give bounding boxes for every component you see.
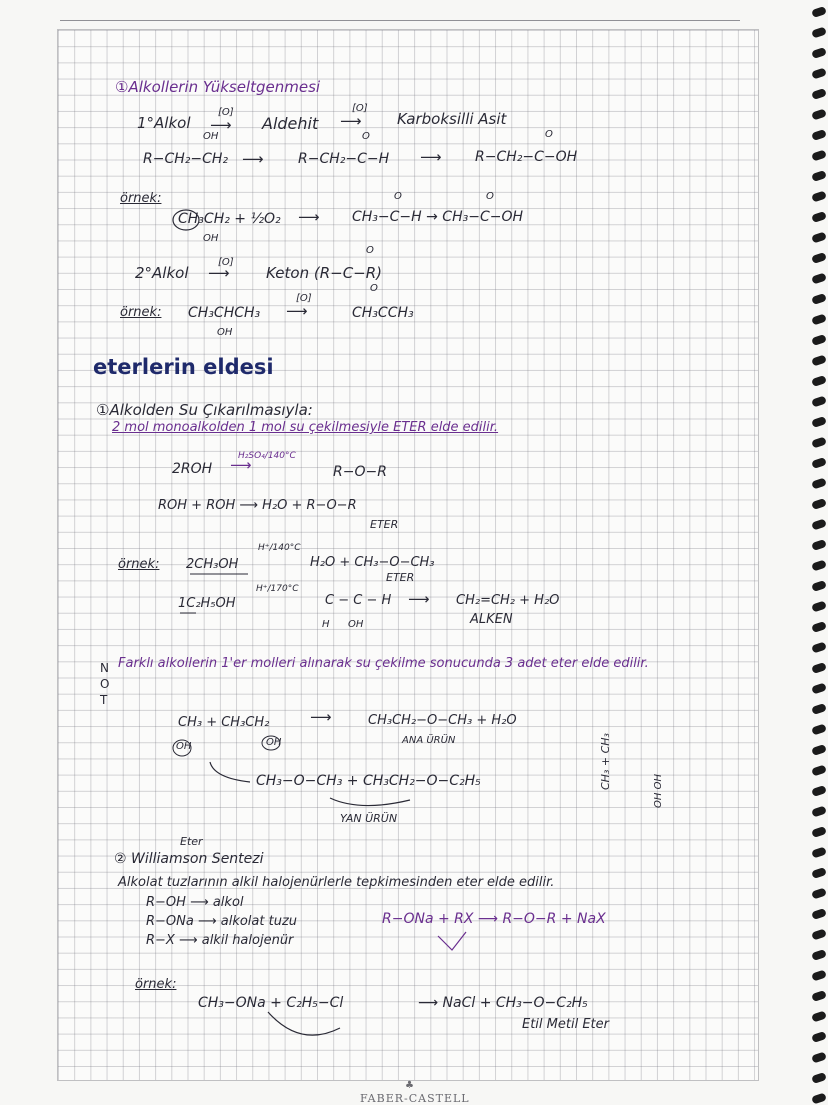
spiral-ring: [811, 457, 827, 469]
dehydration-intermediate: C − C − H: [325, 593, 392, 608]
spiral-ring: [811, 232, 827, 244]
spiral-ring: [811, 396, 827, 408]
spiral-ring: [811, 826, 827, 838]
williamson-description: Alkolat tuzlarının alkil halojenürlerle tepkimesinden eter elde edilir.: [118, 875, 555, 890]
arrow: ⟶: [310, 708, 332, 726]
oh-group: OH: [203, 233, 219, 244]
spiral-ring: [811, 47, 827, 59]
spiral-ring: [811, 703, 827, 715]
carbonyl-o: O: [370, 283, 378, 294]
williamson-title: ② Williamson Sentezi: [114, 851, 264, 867]
by-product-label: YAN ÜRÜN: [340, 812, 398, 825]
carbonyl-o: O: [486, 191, 494, 202]
spiral-ring: [811, 27, 827, 39]
spiral-ring: [811, 6, 827, 18]
reactant-2roh: 2ROH: [172, 461, 213, 477]
spiral-ring: [811, 273, 827, 285]
arrow: ⟶: [210, 116, 232, 134]
spiral-ring: [811, 867, 827, 879]
spiral-ring: [811, 129, 827, 141]
formula-aldehyde: R−CH₂−C−H: [298, 151, 390, 167]
hydroxyl-group: OH: [348, 619, 364, 630]
oh-group: OH: [217, 327, 233, 338]
spiral-ring: [811, 888, 827, 900]
reaction-condition: H⁺/170°C: [256, 584, 299, 594]
spiral-ring: [811, 621, 827, 633]
main-product: CH₃CH₂−O−CH₃ + H₂O: [368, 713, 517, 728]
spiral-ring: [811, 560, 827, 572]
carboxylic-acid-label: Karboksilli Asit: [397, 110, 507, 128]
spiral-ring: [811, 252, 827, 264]
spiral-ring: [811, 498, 827, 510]
spiral-ring: [811, 1031, 827, 1043]
arrow: ⟶: [242, 150, 264, 168]
spiral-ring: [811, 355, 827, 367]
spiral-ring: [811, 88, 827, 100]
arrow: ⟶: [208, 264, 230, 282]
spiral-ring: [811, 1011, 827, 1023]
spiral-ring: [811, 724, 827, 736]
heading-ether-preparation: eterlerin eldesi: [93, 355, 274, 379]
spiral-ring: [811, 662, 827, 674]
spiral-ring: [811, 1093, 827, 1105]
note-tag: NOT: [100, 661, 110, 707]
spiral-ring: [811, 683, 827, 695]
formula-primary-alcohol: R−CH₂−CH₂: [143, 151, 229, 167]
spiral-ring: [811, 970, 827, 982]
carbonyl-o: O: [394, 191, 402, 202]
aldehyde-label: Aldehit: [262, 114, 319, 133]
example-label: örnek:: [120, 191, 162, 206]
spiral-ring: [811, 478, 827, 490]
method1-description: 2 mol monoalkolden 1 mol su çekilmesiyle ETER elde edilir.: [112, 420, 499, 435]
note-text: Farklı alkollerin 1'er molleri alınarak su çekilme sonucunda 3 adet eter elde edilir.: [118, 656, 649, 671]
spiral-ring: [811, 314, 827, 326]
arrow: ⟶: [298, 208, 320, 226]
ketone-label: Keton (R−C−R): [266, 264, 383, 282]
formula-acid: R−CH₂−C−OH: [475, 149, 578, 165]
carbonyl-o: O: [362, 131, 370, 142]
spiral-ring: [811, 806, 827, 818]
side-note-oh: OH OH: [653, 774, 664, 808]
example-methanol: 2CH₃OH: [186, 557, 239, 572]
spiral-ring: [811, 1072, 827, 1084]
alkene-product: CH₂=CH₂ + H₂O: [456, 593, 560, 608]
spiral-ring: [811, 908, 827, 920]
arrow: ⟶: [408, 590, 430, 608]
definition-alkoxide: R−ONa ⟶ alkolat tuzu: [146, 914, 298, 929]
method1-title: ①Alkolden Su Çıkarılmasıyla:: [96, 401, 313, 419]
carbonyl-o: O: [366, 245, 374, 256]
spiral-ring: [811, 929, 827, 941]
reaction-condition: H₂SO₄/140°C: [238, 451, 296, 461]
spiral-ring: [811, 744, 827, 756]
ether-tag: Eter: [180, 835, 203, 848]
definition-alkyl-halide: R−X ⟶ alkil halojenür: [146, 933, 294, 948]
example1-reactants: CH₃CH₂ + ½O₂: [178, 211, 281, 227]
oxidant-label: [O]: [218, 107, 234, 118]
spiral-ring: [811, 437, 827, 449]
section-title-oxidation: ①Alkollerin Yükseltgenmesi: [115, 78, 321, 96]
spiral-ring: [811, 1052, 827, 1064]
spiral-ring: [811, 785, 827, 797]
arrow: ⟶: [230, 456, 252, 474]
spiral-ring: [811, 334, 827, 346]
spiral-ring: [811, 580, 827, 592]
spiral-ring: [811, 109, 827, 121]
note-reactants: CH₃ + CH₃CH₂: [178, 715, 270, 730]
arrow: ⟶: [420, 148, 442, 166]
oxidant-label: [O]: [352, 103, 368, 114]
secondary-alcohol-label: 2°Alkol: [135, 264, 189, 282]
example-label: örnek:: [118, 557, 160, 572]
reaction-condition: H⁺/140°C: [258, 543, 301, 553]
hydroxyl-group: OH: [266, 737, 282, 748]
spiral-ring: [811, 642, 827, 654]
spiral-ring: [811, 847, 827, 859]
spiral-ring: [811, 191, 827, 203]
product-name: Etil Metil Eter: [522, 1017, 609, 1032]
side-note-formula: CH₃ + CH₃: [599, 733, 612, 790]
spiral-ring: [811, 375, 827, 387]
arrow: ⟶: [286, 302, 308, 320]
main-product-label: ANA ÜRÜN: [402, 735, 456, 746]
example1-products: CH₃−C−H → CH₃−C−OH: [352, 209, 524, 225]
spiral-ring: [811, 539, 827, 551]
brand-logo-icon: ♣: [405, 1080, 414, 1091]
williamson-general-equation: R−ONa + RX ⟶ R−O−R + NaX: [382, 911, 606, 927]
primary-alcohol-label: 1°Alkol: [137, 114, 191, 132]
arrow: ⟶: [340, 112, 362, 130]
example-ether-product: H₂O + CH₃−O−CH₃: [310, 555, 435, 570]
spiral-ring: [811, 949, 827, 961]
spiral-ring: [811, 601, 827, 613]
example2-product: CH₃CCH₃: [352, 305, 414, 321]
brand-name: FABER-CASTELL: [360, 1092, 470, 1105]
hydrogen-atom: H: [322, 619, 330, 630]
alkene-label: ALKEN: [470, 612, 513, 627]
ether-formula: R−O−R: [333, 464, 387, 480]
spiral-ring: [811, 68, 827, 80]
spiral-ring: [811, 416, 827, 428]
spiral-ring: [811, 293, 827, 305]
spiral-ring: [811, 211, 827, 223]
oxidant-label: [O]: [218, 257, 234, 268]
example-label: örnek:: [120, 305, 162, 320]
hydroxyl-group: OH: [176, 741, 192, 752]
ether-label: ETER: [370, 518, 399, 531]
spiral-ring: [811, 990, 827, 1002]
carbonyl-o: O: [545, 129, 553, 140]
williamson-example-products: ⟶ NaCl + CH₃−O−C₂H₅: [418, 995, 588, 1011]
spiral-ring: [811, 170, 827, 182]
definition-alcohol: R−OH ⟶ alkol: [146, 895, 244, 910]
oh-group: OH: [203, 131, 219, 142]
ether-equation: ROH + ROH ⟶ H₂O + R−O−R: [158, 498, 357, 513]
by-products: CH₃−O−CH₃ + CH₃CH₂−O−C₂H₅: [256, 773, 481, 789]
spiral-ring: [811, 519, 827, 531]
example-label: örnek:: [135, 977, 177, 992]
page-top-rule: [60, 20, 740, 23]
spiral-ring: [811, 150, 827, 162]
oxidant-label: [O]: [296, 293, 312, 304]
ether-label: ETER: [386, 571, 415, 584]
spiral-binding: [802, 0, 828, 1105]
williamson-example-reactants: CH₃−ONa + C₂H₅−Cl: [198, 995, 344, 1011]
example-ethanol: 1C₂H₅OH: [178, 596, 236, 611]
spiral-ring: [811, 765, 827, 777]
example2-reactant: CH₃CHCH₃: [188, 305, 261, 321]
